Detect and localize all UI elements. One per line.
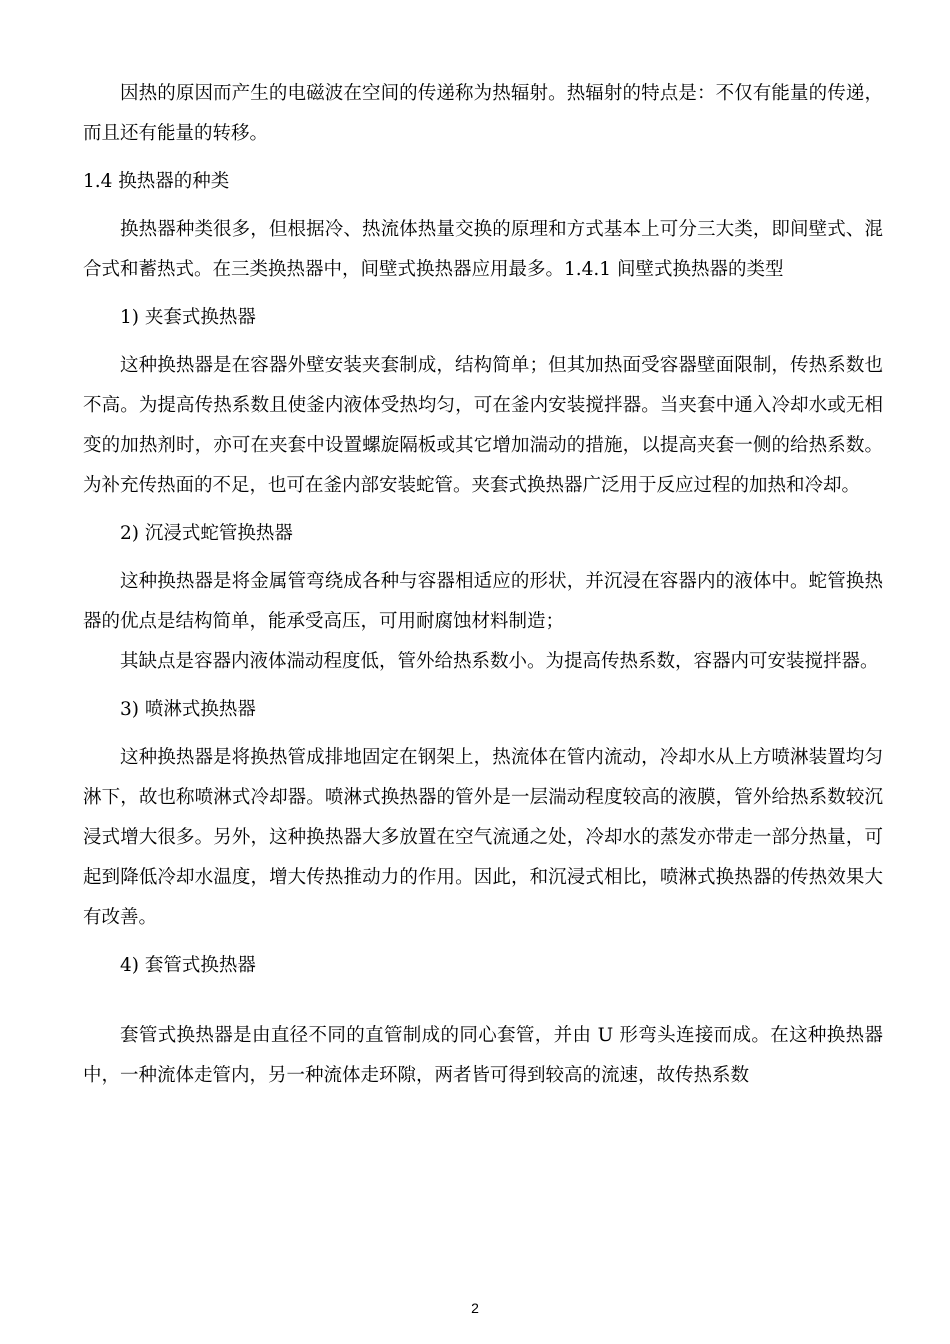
paragraph-immersed-coil: 这种换热器是将金属管弯绕成各种与容器相适应的形状，并沉浸在容器内的液体中。蛇管换热器的优点是结构简单，能承受高压，可用耐腐蚀材料制造； [83,571,883,632]
list-item-double-pipe: 4) 套管式换热器 [120,955,256,976]
list-item-jacketed: 1) 夹套式换热器 [120,307,256,328]
paragraph-immersed-coil-drawbacks: 其缺点是容器内液体湍动程度低，管外给热系数小。为提高传热系数，容器内可安装搅拌器。 [120,651,879,672]
paragraph-spray: 这种换热器是将换热管成排地固定在钢架上，热流体在管内流动，冷却水从上方喷淋装置均匀淋下，故也称喷淋式冷却器。喷淋式换热器的管外是一层湍动程度较高的液膜，管外给热系数较沉浸式增大很多。另外，这种换热器大多放置在空气流通之处，冷却水的蒸发亦带走一部分热量，可起到降低冷却水温度，增大传热推动力的作用。因此，和沉浸式相比，喷淋式换热器的传热效果大有改善。 [83,747,883,928]
section-heading-exchanger-types: 1.4 换热器的种类 [83,171,230,192]
paragraph-jacketed: 这种换热器是在容器外壁安装夹套制成，结构简单；但其加热面受容器壁面限制，传热系数也不高。为提高传热系数且使釜内液体受热均匀，可在釜内安装搅拌器。当夹套中通入冷却水或无相变的加热剂时，亦可在夹套中设置螺旋隔板或其它增加湍动的措施，以提高夹套一侧的给热系数。为补充传热面的不足，也可在釜内部安装蛇管。夹套式换热器广泛用于反应过程的加热和冷却。 [83,355,883,496]
paragraph-thermal-radiation: 因热的原因而产生的电磁波在空间的传递称为热辐射。热辐射的特点是：不仅有能量的传递，而且还有能量的转移。 [83,83,883,144]
list-item-spray: 3) 喷淋式换热器 [120,699,256,720]
paragraph-double-pipe: 套管式换热器是由直径不同的直管制成的同心套管，并由 U 形弯头连接而成。在这种换热器中，一种流体走管内，另一种流体走环隙，两者皆可得到较高的流速，故传热系数 [83,1025,883,1086]
page-number: 2 [471,1300,479,1316]
list-item-immersed-coil: 2) 沉浸式蛇管换热器 [120,523,293,544]
paragraph-exchanger-classification: 换热器种类很多，但根据冷、热流体热量交换的原理和方式基本上可分三大类，即间壁式、混合式和蓄热式。在三类换热器中，间壁式换热器应用最多。1.4.1 间壁式换热器的类型 [83,219,883,280]
document-body [83,74,883,1096]
